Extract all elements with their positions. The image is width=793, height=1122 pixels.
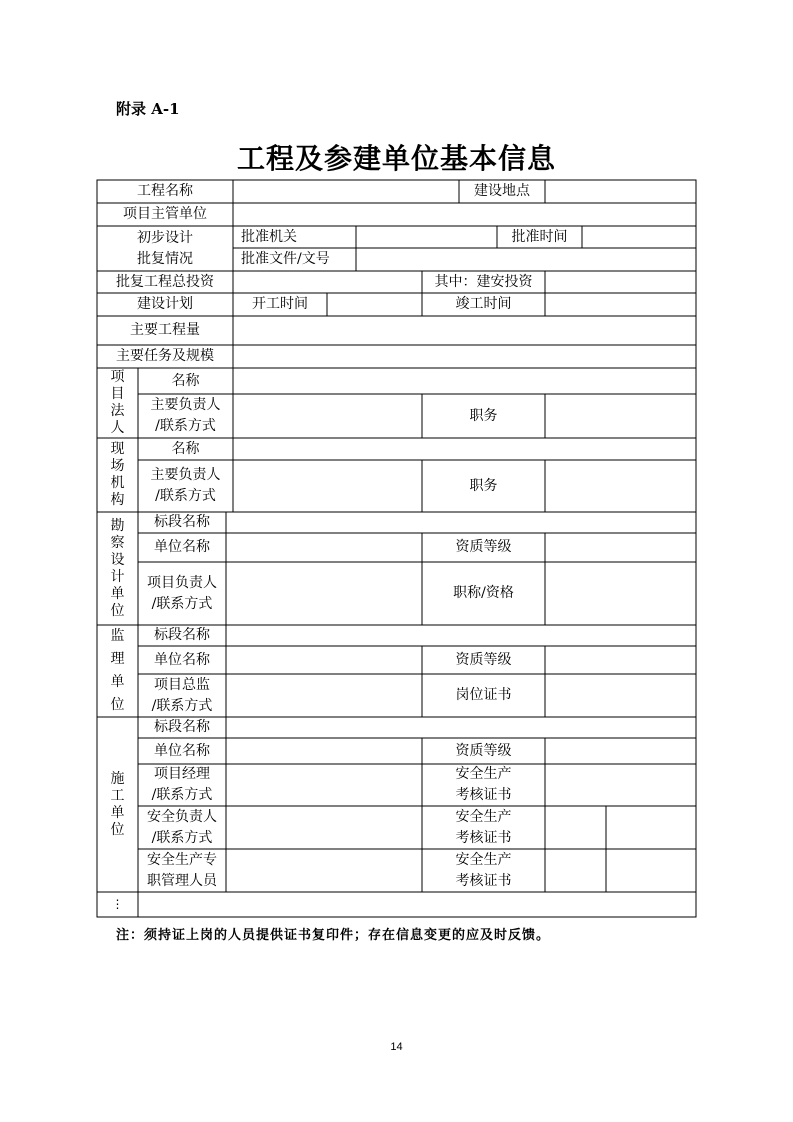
supervision-section-name-label: 标段名称 (154, 627, 210, 643)
total-investment-label: 批复工程总投资 (116, 273, 214, 290)
prelim-design-approval-label: 初步设计 批复情况 (137, 229, 193, 267)
construction-pm-label: 项目经理 /联系方式 (151, 766, 213, 803)
supervision-unit-name-label: 单位名称 (154, 651, 210, 668)
construction-plan-label: 建设计划 (137, 296, 193, 312)
form-title: 工程及参建单位基本信息 (236, 142, 556, 175)
survey-qualification-label: 资质等级 (455, 539, 512, 555)
construction-safety-cert-3-label: 安全生产 考核证书 (455, 851, 512, 889)
supervision-group-label: 监 理 单 位 (110, 628, 125, 713)
construction-investment-label: 其中：建安投资 (434, 273, 533, 290)
construction-group-label: 施 工 单 位 (110, 770, 125, 838)
construction-site-label: 建设地点 (474, 183, 530, 199)
legal-person-group-label: 项 目 法 人 (110, 369, 125, 436)
approval-doc-label: 批准文件/文号 (241, 251, 330, 267)
survey-section-name-label: 标段名称 (154, 514, 210, 530)
survey-title-qualification-label: 职称/资格 (453, 585, 514, 601)
site-org-position-label: 职务 (469, 477, 498, 494)
construction-safety-cert-1-label: 安全生产 考核证书 (455, 766, 512, 803)
legal-person-principal-label: 主要负责人 /联系方式 (150, 397, 221, 434)
approval-time-label: 批准时间 (511, 228, 568, 245)
construction-safety-cert-2-label: 安全生产 考核证书 (455, 808, 512, 846)
construction-unit-name-label: 单位名称 (154, 742, 210, 759)
supervision-post-cert-label: 岗位证书 (455, 687, 512, 703)
supervision-qualification-label: 资质等级 (455, 651, 512, 668)
survey-unit-name-label: 单位名称 (154, 539, 210, 555)
main-quantities-label: 主要工程量 (130, 322, 200, 338)
approval-authority-label: 批准机关 (241, 228, 297, 245)
page-number: 14 (390, 1041, 403, 1053)
construction-section-name-label: 标段名称 (154, 719, 210, 735)
main-tasks-label: 主要任务及规模 (116, 348, 214, 364)
survey-project-lead-label: 项目负责人 /联系方式 (147, 574, 217, 612)
completion-time-label: 竣工时间 (455, 296, 512, 312)
footnote: 注：须持证上岗的人员提供证书复印件；存在信息变更的应及时反馈。 (116, 928, 551, 943)
supervision-chief-label: 项目总监 /联系方式 (151, 676, 213, 714)
construction-safety-staff-label: 安全生产专 职管理人员 (147, 851, 217, 889)
appendix-label: 附录 A-1 (116, 100, 180, 118)
construction-qualification-label: 资质等级 (455, 742, 512, 759)
survey-design-group-label: 勘 察 设 计 单 位 (110, 517, 125, 619)
project-name-label: 工程名称 (137, 183, 193, 199)
site-org-principal-label: 主要负责人 /联系方式 (150, 467, 221, 504)
construction-safety-lead-label: 安全负责人 /联系方式 (147, 808, 217, 846)
ellipsis-mark: ⋮ (111, 897, 124, 911)
legal-person-name-label: 名称 (171, 372, 200, 389)
site-org-group-label: 现 场 机 构 (110, 441, 125, 508)
site-org-name-label: 名称 (171, 440, 200, 457)
supervising-unit-label: 项目主管单位 (123, 206, 207, 222)
legal-person-position-label: 职务 (469, 407, 498, 424)
start-time-label: 开工时间 (252, 296, 308, 312)
